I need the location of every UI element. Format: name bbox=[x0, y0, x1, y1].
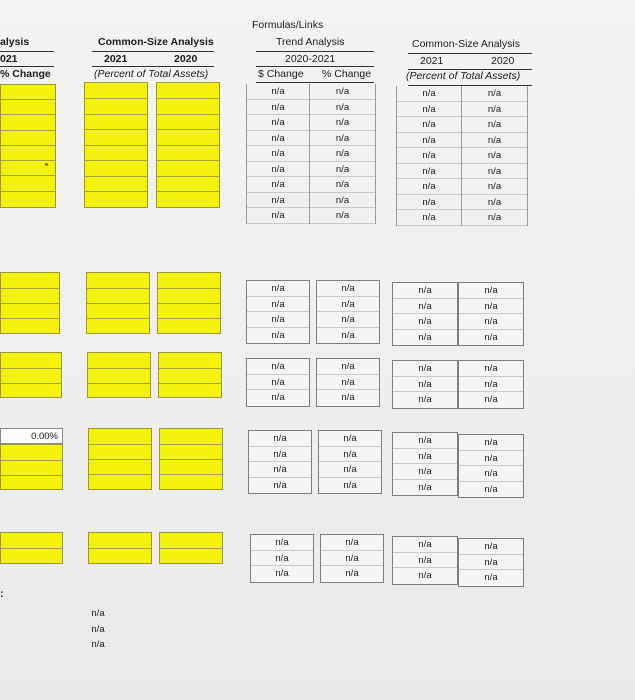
trend-pct-block5 bbox=[320, 534, 384, 583]
na-cell: n/a bbox=[459, 314, 523, 330]
na-cell: n/a bbox=[247, 84, 309, 100]
na-cell: n/a bbox=[459, 377, 523, 393]
na-cell: n/a bbox=[393, 553, 457, 569]
csa1-2021-input-column-block4[interactable] bbox=[88, 428, 152, 490]
na-cell: n/a bbox=[418, 481, 432, 493]
left-input-column-block2[interactable] bbox=[0, 272, 60, 334]
trend-pct-block1 bbox=[310, 84, 376, 224]
na-cell: n/a bbox=[343, 479, 357, 491]
na-cell: n/a bbox=[317, 297, 379, 313]
csa1-2021-input-column-block1[interactable] bbox=[84, 82, 148, 208]
csa2-2021-block4 bbox=[392, 432, 458, 496]
na-cell: n/a bbox=[271, 392, 285, 403]
na-cell: n/a bbox=[484, 483, 498, 495]
na-cell: n/a bbox=[418, 394, 432, 405]
na-cell: n/a bbox=[247, 297, 309, 313]
na-cell: n/a bbox=[397, 86, 461, 102]
csa1-title: Common-Size Analysis bbox=[98, 36, 214, 48]
csa2-2020-block1 bbox=[462, 86, 528, 226]
na-cell: n/a bbox=[310, 162, 375, 178]
csa2-2021-block2 bbox=[392, 282, 458, 346]
csa1-2021-input-column-block2[interactable] bbox=[86, 272, 150, 334]
csa1-2020-input-column-block4[interactable] bbox=[159, 428, 223, 490]
na-cell: n/a bbox=[393, 299, 457, 315]
trend-dollar-block2 bbox=[246, 280, 310, 344]
csa2-rule-1 bbox=[408, 53, 532, 54]
csa2-2020-block2 bbox=[458, 282, 524, 346]
na-cell: n/a bbox=[310, 84, 375, 100]
trend-pct-block4 bbox=[318, 430, 382, 494]
na-cell: n/a bbox=[317, 375, 379, 391]
trend-rule-2 bbox=[256, 66, 374, 67]
na-cell: n/a bbox=[393, 433, 457, 449]
csa1-2020-input-column-block1[interactable] bbox=[156, 82, 220, 208]
left-percent-cell[interactable]: 0.00% bbox=[0, 428, 63, 444]
left-year: 021 bbox=[0, 53, 18, 65]
na-cell: n/a bbox=[462, 117, 527, 133]
na-cell: n/a bbox=[462, 133, 527, 149]
pct-change-label: % Change bbox=[322, 68, 372, 80]
na-cell: n/a bbox=[459, 299, 523, 315]
na-cell: n/a bbox=[393, 464, 457, 480]
na-cell: n/a bbox=[247, 312, 309, 328]
na-cell: n/a bbox=[397, 179, 461, 195]
na-cell: n/a bbox=[275, 568, 289, 579]
na-cell: n/a bbox=[397, 210, 461, 226]
na-cell: n/a bbox=[462, 210, 527, 226]
na-cell: n/a bbox=[310, 177, 375, 193]
csa1-rule-1 bbox=[92, 51, 214, 52]
na-cell: n/a bbox=[317, 359, 379, 375]
na-cell: n/a bbox=[247, 115, 309, 131]
na-cell: n/a bbox=[91, 608, 105, 619]
na-cell: n/a bbox=[345, 568, 359, 579]
csa2-subtitle: (Percent of Total Assets) bbox=[406, 70, 521, 82]
csa1-year-2021: 2021 bbox=[104, 53, 128, 65]
na-cell: n/a bbox=[393, 361, 457, 377]
na-cell: n/a bbox=[462, 102, 527, 118]
na-cell: n/a bbox=[310, 115, 375, 131]
csa1-2021-input-column-block3[interactable] bbox=[87, 352, 151, 398]
na-cell: n/a bbox=[341, 392, 355, 403]
trend-years: 2020-2021 bbox=[285, 53, 336, 65]
trend-pct-block2 bbox=[316, 280, 380, 344]
csa2-2021-block1 bbox=[396, 86, 462, 226]
na-cell: n/a bbox=[310, 208, 375, 224]
trend-dollar-block5 bbox=[250, 534, 314, 583]
left-rule-1 bbox=[0, 51, 54, 52]
na-cell: n/a bbox=[393, 537, 457, 553]
trend-title: Trend Analysis bbox=[276, 36, 345, 48]
csa1-subtitle: (Percent of Total Assets) bbox=[94, 68, 209, 80]
csa2-year-2021: 2021 bbox=[420, 55, 444, 67]
na-cell: n/a bbox=[247, 193, 309, 209]
na-cell: n/a bbox=[317, 281, 379, 297]
csa2-title: Common-Size Analysis bbox=[412, 38, 520, 50]
na-cell: n/a bbox=[247, 208, 309, 224]
left-input-column-block3[interactable] bbox=[0, 352, 62, 398]
na-cell: n/a bbox=[310, 193, 375, 209]
csa2-2020-block4 bbox=[458, 434, 524, 498]
na-cell: n/a bbox=[397, 102, 461, 118]
na-cell: n/a bbox=[397, 133, 461, 149]
na-cell: n/a bbox=[247, 359, 309, 375]
na-cell: n/a bbox=[462, 179, 527, 195]
na-cell: n/a bbox=[459, 466, 523, 482]
na-cell: n/a bbox=[310, 131, 375, 147]
csa2-2021-block3 bbox=[392, 360, 458, 409]
na-cell: n/a bbox=[459, 555, 523, 571]
csa1-2021-input-column-block5[interactable] bbox=[88, 532, 152, 564]
na-cell: n/a bbox=[459, 283, 523, 299]
na-cell: n/a bbox=[247, 100, 309, 116]
formulas-links-label: Formulas/Links bbox=[252, 19, 324, 31]
na-cell: n/a bbox=[393, 314, 457, 330]
cell-marker bbox=[45, 163, 48, 166]
csa1-year-2020: 2020 bbox=[174, 53, 198, 65]
na-cell: n/a bbox=[459, 451, 523, 467]
na-cell: n/a bbox=[484, 394, 498, 405]
na-cell: n/a bbox=[341, 329, 355, 341]
na-cell: n/a bbox=[397, 148, 461, 164]
na-cell: n/a bbox=[393, 377, 457, 393]
left-rule-2 bbox=[0, 66, 54, 67]
na-cell: n/a bbox=[484, 572, 498, 583]
na-cell: n/a bbox=[317, 312, 379, 328]
trend-dollar-block3 bbox=[246, 358, 310, 407]
na-cell: n/a bbox=[247, 281, 309, 297]
na-cell: n/a bbox=[251, 535, 313, 551]
na-cell: n/a bbox=[251, 551, 313, 567]
csa1-2020-input-column-block2[interactable] bbox=[157, 272, 221, 334]
na-cell: n/a bbox=[462, 164, 527, 180]
csa2-2020-block5 bbox=[458, 538, 524, 587]
left-input-column-block1[interactable] bbox=[0, 84, 56, 208]
na-cell: n/a bbox=[418, 331, 432, 343]
csa1-rule-2 bbox=[92, 66, 214, 67]
na-cell: n/a bbox=[462, 148, 527, 164]
trend-dollar-block1 bbox=[246, 84, 310, 224]
trend-pct-block3 bbox=[316, 358, 380, 407]
na-cell: n/a bbox=[459, 539, 523, 555]
na-cell: n/a bbox=[459, 361, 523, 377]
na-cell: n/a bbox=[462, 195, 527, 211]
na-cell: n/a bbox=[319, 462, 381, 478]
na-cell: n/a bbox=[273, 479, 287, 491]
na-cell: n/a bbox=[484, 331, 498, 343]
na-cell: n/a bbox=[249, 462, 311, 478]
dollar-change-label: $ Change bbox=[258, 68, 304, 80]
na-cell: n/a bbox=[418, 570, 432, 581]
na-cell: n/a bbox=[271, 329, 285, 341]
csa1-2020-input-column-block3[interactable] bbox=[158, 352, 222, 398]
na-cell: n/a bbox=[247, 177, 309, 193]
na-cell: n/a bbox=[321, 535, 383, 551]
na-cell: n/a bbox=[397, 164, 461, 180]
na-cell: n/a bbox=[397, 117, 461, 133]
left-title: alysis bbox=[0, 36, 30, 48]
csa2-year-2020: 2020 bbox=[491, 55, 515, 67]
na-cell: n/a bbox=[393, 449, 457, 465]
na-cell: n/a bbox=[462, 86, 527, 102]
csa1-2020-input-column-block5[interactable] bbox=[159, 532, 223, 564]
trend-dollar-block4 bbox=[248, 430, 312, 494]
na-cell: n/a bbox=[249, 431, 311, 447]
na-cell: n/a bbox=[247, 146, 309, 162]
na-cell: n/a bbox=[319, 447, 381, 463]
na-cell: n/a bbox=[91, 639, 105, 650]
na-cell: n/a bbox=[321, 551, 383, 567]
csa2-2021-block5 bbox=[392, 536, 458, 585]
left-input-column-block4[interactable] bbox=[0, 444, 63, 490]
na-cell: n/a bbox=[91, 623, 105, 635]
na-cell: n/a bbox=[393, 283, 457, 299]
trend-rule-3 bbox=[256, 82, 374, 83]
na-cell: n/a bbox=[249, 447, 311, 463]
na-cell: n/a bbox=[247, 162, 309, 178]
na-cell: n/a bbox=[319, 431, 381, 447]
na-cell: n/a bbox=[310, 146, 375, 162]
trend-rule-1 bbox=[256, 51, 374, 52]
csa2-2020-block3 bbox=[458, 360, 524, 409]
left-colon: : bbox=[0, 588, 4, 600]
na-cell: n/a bbox=[310, 100, 375, 116]
na-cell: n/a bbox=[247, 131, 309, 147]
na-cell: n/a bbox=[397, 195, 461, 211]
bottom-na-list bbox=[84, 606, 112, 653]
na-cell: n/a bbox=[459, 435, 523, 451]
na-cell: n/a bbox=[247, 375, 309, 391]
left-change-label: % Change bbox=[0, 68, 51, 80]
left-input-column-block5[interactable] bbox=[0, 532, 63, 564]
